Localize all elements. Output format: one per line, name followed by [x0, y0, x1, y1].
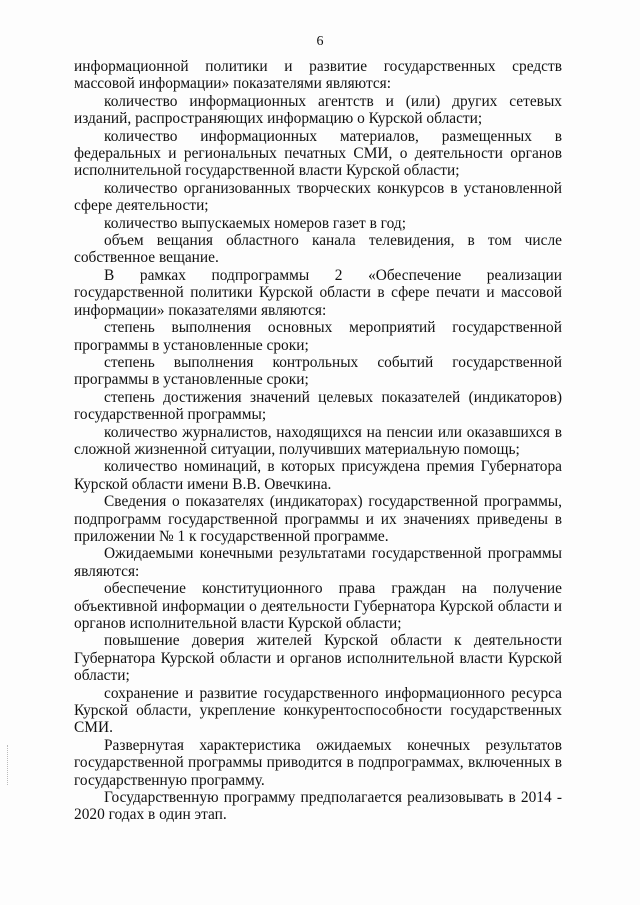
paragraph-14: Ожидаемыми конечными результатами государственной программы являются: [74, 545, 562, 580]
paragraph-11: количество журналистов, находящихся на пенсии или оказавшихся в сложной жизненной ситуации, получивших материальную помощь; [74, 423, 562, 458]
scan-margin-mark [7, 745, 9, 785]
paragraph-5: количество выпускаемых номеров газет в год; [104, 214, 406, 232]
paragraph-8: степень выполнения основных мероприятий государственной программы в установленные сроки; [74, 319, 562, 354]
paragraph-4: количество организованных творческих конкурсов в установленной сфере деятельности; [74, 179, 562, 215]
paragraph-9: степень выполнения контрольных событий государственной программы в установленные сроки; [74, 353, 562, 389]
paragraph-15: обеспечение конституционного права граждан на получение объективной информации о деятельности Губернатора Курской области и органов исполнительной власти Курской области; [74, 580, 562, 632]
paragraph-18: Развернутая характеристика ожидаемых конечных результатов государственной программы приводится в подпрограммах, включенных в государственную программу. [74, 736, 562, 789]
paragraph-6: объем вещания областного канала телевидения, в том числе собственное вещание. [74, 232, 562, 267]
document-body [74, 58, 562, 824]
paragraph-10: степень достижения значений целевых показателей (индикаторов) государственной программы; [74, 388, 562, 424]
paragraph-12: количество номинаций, в которых присуждена премия Губернатора Курской области имени В.В. Овечкина. [74, 458, 562, 493]
page-number: 6 [316, 34, 324, 49]
paragraph-7: В рамках подпрограммы 2 «Обеспечение реализации государственной политики Курской области в сфере печати и массовой информации» показателями являются: [74, 266, 562, 319]
paragraph-17: сохранение и развитие государственного информационного ресурса Курской области, укрепление конкурентоспособности государственных СМИ. [74, 684, 562, 737]
paragraph-16: повышение доверия жителей Курской области к деятельности Губернатора Курской области и органов исполнительной власти Курской области; [74, 632, 562, 685]
paragraph-3: количество информационных материалов, размещенных в федеральных и региональных печатных СМИ, о деятельности органов исполнительной государственной власти Курской области; [74, 127, 562, 180]
paragraph-1: информационной политики и развитие государственных средств массовой информации» показателями являются: [74, 58, 562, 93]
paragraph-2: количество информационных агентств и (или) других сетевых изданий, распространяющих информацию о Курской области; [74, 92, 562, 128]
paragraph-19: Государственную программу предполагается реализовывать в 2014 - 2020 годах в один этап. [74, 789, 562, 824]
paragraph-13: Сведения о показателях (индикаторах) государственной программы, подпрограмм государственной программы и их значениях приведены в приложении № 1 к государственной программе. [74, 493, 562, 545]
